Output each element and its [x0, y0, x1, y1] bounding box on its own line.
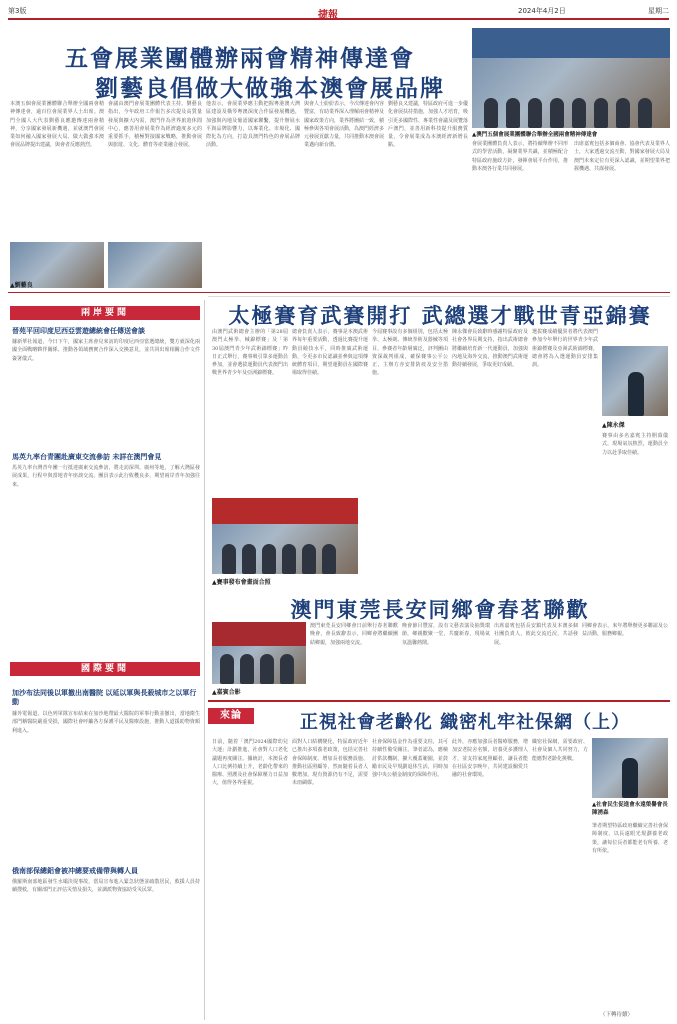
dongguan-text-col-3: 出席嘉賓包括長安鎮代表及本澳多個社團負責人，彼此交流近況，共話發展。 — [494, 623, 578, 646]
intl-news-header: 國際要聞 — [10, 662, 200, 676]
taiji-group-photo — [212, 498, 358, 574]
taiji-title: 太極賽育武賽開打 武總選才戰世青亞錦賽 — [228, 303, 652, 328]
dongguan-text-col-2: 晚會節目豐富，設有文藝表演及抽獎環節，鄉親歡聚一堂，共慶新春，現場氣氛溫馨熱鬧。 — [402, 623, 490, 646]
lead-text-col-1: 本澳五個會展業團體聯合舉辦全國兩會精神傳達會，逾百位會展業界人士出席。澳門全國人大代表劉藝良應邀傳達兩會精神，分享國家發展新機遇，並就澳門會展業如何融入國家發展大局、做大做強本澳會展品牌提出建議，與會者反應熱烈。 — [10, 101, 104, 149]
lead-text-col-5: 劉藝良又建議，特區政府可進一步優化會展扶持措施，加強人才培育，吸引更多國際性、專業性會議及展覽落戶澳門，並善用新科技提升服務質量，令會展業成為本澳經濟新增長點。 — [388, 101, 468, 149]
cross-strait-sub-1: 晉苑平回印度尼西亞雲遊總統會任傳送會談 — [12, 326, 145, 335]
issue-date: 2024年4月2日 — [518, 7, 566, 15]
intl-text-2: 俄羅斯南部地區發生水壩決堤事故，當局宣布進入緊急狀態並疏散居民，救援人員持續搜救，有關部門正評估災情及損失，並調派物資協助受災民眾。 — [12, 879, 200, 894]
lead-title-1: 五會展業團體辦兩會精神傳達會 — [65, 45, 415, 72]
taiji-text-col-1: 由澳門武術總會主辦的「第28屆澳門太極拳、械錦標賽」及「第30屆澳門青少年武術錦標賽」昨日正式舉行，賽事吸引眾多運動員參加，並會選拔運動員代表澳門出戰世界青少年及亞洲錦標賽。 — [212, 329, 288, 377]
lead-title-2: 劉藝良倡做大做強本澳會展品牌 — [95, 75, 445, 102]
column-text-col-3: 社會保障基金作為重要支柱，其可持續性備受關注。筆者認為，應檢討供款機制，擴大覆蓋範圍，並鼓勵市民及早規劃退休生活，同時加強中央公積金制度的保障作用。 — [372, 739, 448, 779]
lead-text-col-3: 他表示，會展業界應主動把握粵港澳大灣區建設及橫琴粵澳深度合作區發展機遇，加強與內地及葡語國家聯繫，提升辦展水平與品牌影響力，以專業化、市場化、國際化為方向，打造具澳門特色的會展品牌活動。 — [206, 101, 300, 149]
column-author-photo — [592, 738, 668, 798]
speaker-photo-2 — [108, 242, 202, 288]
page-header — [8, 4, 669, 20]
dongguan-photo-caption: ▲嘉賓合影 — [212, 689, 241, 696]
intl-sub-2: 俄南部保總鋁會被冲總要戒備帶與轉人員 — [12, 866, 138, 875]
lead-photo-caption: ▲澳門五個會展業團體聯合舉辦全國兩會精神傳達會 — [472, 132, 598, 138]
masthead: 捷報 — [318, 10, 338, 21]
speaker-caption: ▲劉藝良 — [10, 282, 33, 289]
lead-text-col-4: 與會人士紛紛表示，今次傳達會內容豐富，有助業界深入理解兩會精神及國家政策方向，業界將團結一致，積極參與各項會展活動，為澳門經濟多元發展貢獻力量，共同推動本澳會展業邁向新台階。 — [304, 101, 384, 149]
taiji-side-photo — [602, 346, 668, 416]
dongguan-group-photo — [212, 622, 306, 684]
column-end-note: （下轉待續） — [600, 1012, 634, 1018]
taiji-text-col-3: 今屆賽事設有多個組別，包括太極拳、太極劍、傳統拳術及器械等項目，參賽者年齡層廣泛，評判團由資深裁判組成，確保賽事公平公正，主辦方亦安排防疫及安全措施。 — [372, 329, 448, 377]
taiji-photo-caption: ▲賽事發布會畫面合照 — [212, 579, 271, 586]
intl-sub-1: 加沙布法同後以軍撤出南醫院 以延以軍與長殺城市之以軍行動 — [12, 688, 197, 706]
intl-text-1: 據外電報道，以色列軍隊宣布結束在加沙地帶最大醫院的軍事行動並撤出，當地衛生部門稱醫院嚴重受損，國際社會呼籲各方保護平民及醫療設施，推動人道援助物資順利進入。 — [12, 711, 200, 734]
divider-2 — [208, 700, 670, 702]
taiji-text-col-2: 總會負責人表示，賽事是本澳武術界每年重要活動，透過比賽提升運動員競技水平，同時推廣武術運動，令更多市民認識並參與這項傳統體育項目，期望運動員在國際賽場取得佳績。 — [292, 329, 368, 377]
cross-strait-text-2: 馬英九率台灣青年團一行抵達廣東交流參訪，將走訪深圳、廣州等地，了解大灣區發展成果，行程中與當地青年座談交流，團員表示此行收穫良多，期望兩岸青年加強往來。 — [12, 465, 200, 488]
column-text-col-5: 織密社保網，需要政府、社會及個人共同努力，方能應對老齡化挑戰。 — [532, 739, 588, 762]
lead-text-col-2: 會議由澳門會展業團體代表主持。劉藝良指出，今年政府工作報告多次提及高質量發展與擴大內需，澳門作為世界旅遊休閒中心，應善用會展業作為經濟適度多元的重要抓手，積極對接國家戰略，推動會展與旅遊、文化、體育等產業融合發展。 — [108, 101, 202, 149]
column-text-col-6: 筆者期望特區政府繼續完善社會保障制度，以長遠眼光規劃養老政策，讓每位長者都能老有所養、老有所依。 — [592, 823, 668, 854]
taiji-side-text: 賽事由多名嘉賓主持開幕儀式，現場氣氛熱烈，運動員全力以赴爭取佳績。 — [602, 433, 668, 456]
taiji-side-caption: ▲陳永傑 — [602, 422, 625, 429]
cross-strait-text-1: 據新華社報道，今日下午，國家主席會見來訪的印度尼西亞當選總統，雙方就深化兩國全面戰略夥伴關係、推動各領域務實合作深入交換意見，並共同出席相關合作文件簽署儀式。 — [12, 339, 200, 362]
weekday: 星期二 — [648, 7, 669, 15]
cross-strait-sub-2: 馬英九率台青團赴廣東交流參訪 未詳在澳門會見 — [12, 452, 162, 461]
lead-text-col-6: 會展業團體負責人表示，將持續舉辦不同形式的學習活動，凝聚業界共識，並積極配合特區政府施政方針，發揮會展平台作用，推動本澳各行業共同發展。 — [472, 141, 568, 172]
column-text-col-1: 日前，隨着「澳門2024國際幼兒大運」計劃推進，社會對人口老化議題再度關注。據統計，本澳長者人口比例持續上升，老齡化帶來的醫療、照護及社會保障壓力日益加大，值得各界重視。 — [212, 739, 288, 787]
dongguan-title: 澳門東莞長安同鄉會春茗聯歡 — [290, 597, 590, 622]
column-text-col-2: 面對人口結構變化，特區政府近年已推出多項養老政策，包括完善社會保障制度、增加長者服務設施、推動社區照顧等，然而隨着長者人數增加，現有資源仍有不足，需要未雨綢繆。 — [292, 739, 368, 787]
taiji-text-col-4: 陳永傑會長致辭時感謝特區政府及社會各界長期支持，指出武術總會將繼續培育新一代運動員，加強與內地及海外交流，推動澳門武術運動持續發展，爭取更好成績。 — [452, 329, 528, 369]
lead-group-photo — [472, 28, 670, 128]
column-photo-caption: ▲社會民生促進會永遠榮譽會長陳湧森 — [592, 802, 668, 816]
column-title: 正視社會老齡化 織密札牢社保網（上） — [299, 712, 631, 733]
page-number: 第3版 — [8, 7, 27, 15]
dongguan-text-col-1: 澳門東莞長安同鄉會日前舉行春茗聯歡晚會，會長致辭表示，同鄉會將繼續團結鄉親，加強兩地交流。 — [310, 623, 398, 646]
divider-1 — [8, 292, 670, 293]
column-text-col-4: 此外，亦應加強長者醫療服務，增加安老院舍名額，培養更多護理人才，並支持家庭照顧者，讓長者能在社區安享晚年，共同建設關愛共融的社會環境。 — [452, 739, 528, 779]
cross-strait-news-header: 兩岸要聞 — [10, 306, 200, 320]
column-tag: 來論 — [208, 708, 254, 724]
taiji-text-col-5: 選拔賽成績優異者將代表澳門參加今年舉行的世界青少年武術錦標賽及亞洲武術錦標賽，總會將為入選運動員安排集訓。 — [532, 329, 598, 369]
dongguan-text-col-4: 同鄉會表示，來年將舉辦更多聯誼及公益活動，服務鄉親。 — [582, 623, 668, 638]
lead-text-col-7: 出席嘉賓包括多個商會、協會代表及業界人士，大家透過交流互動，對國家發展大局及澳門未來定位有更深入認識，並期望業界把握機遇、共謀發展。 — [574, 141, 670, 172]
